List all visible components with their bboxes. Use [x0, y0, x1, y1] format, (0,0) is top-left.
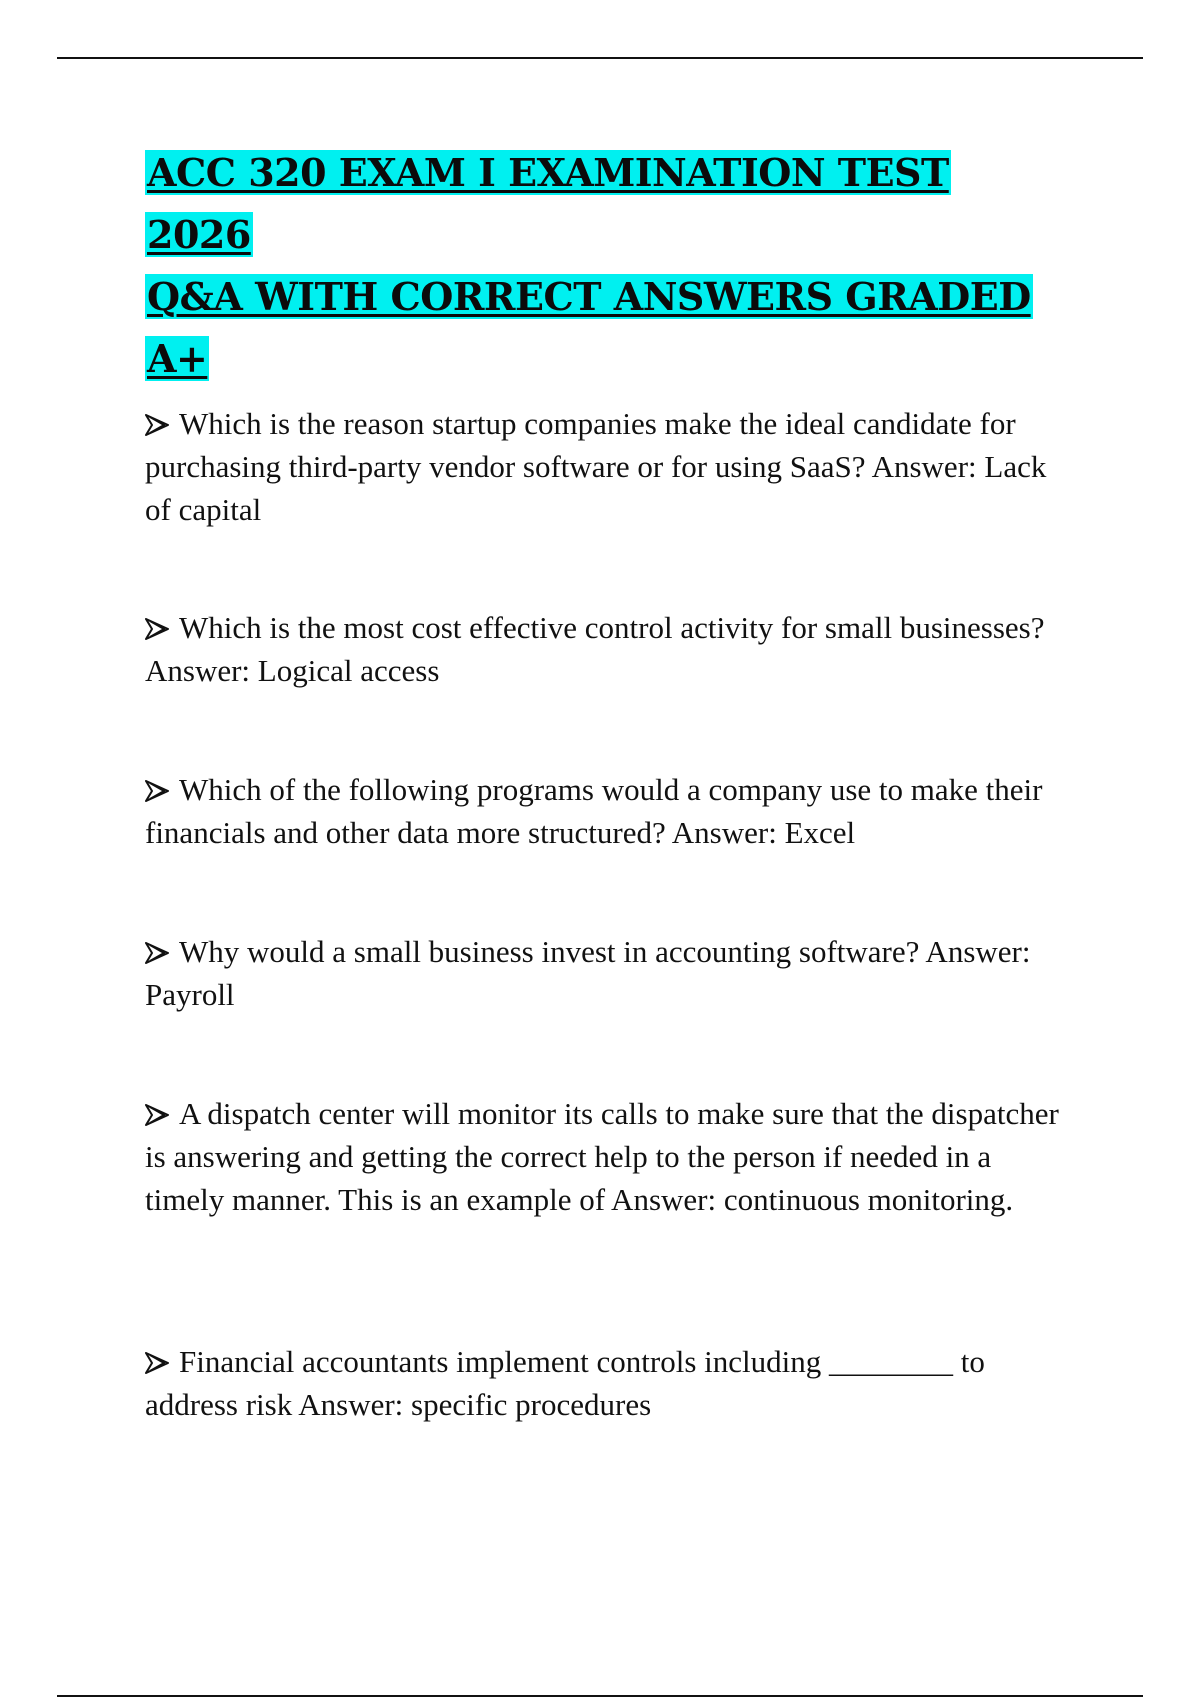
arrowhead-bullet-icon — [145, 942, 169, 964]
qa-item-text: Financial accountants implement controls including ________ to address risk Answer: specific procedures — [145, 1344, 985, 1422]
arrowhead-bullet-icon — [145, 414, 169, 436]
qa-item-6 — [145, 1340, 1065, 1426]
top-rule — [57, 57, 1143, 59]
qa-item-1 — [145, 402, 1065, 531]
arrowhead-bullet-icon — [145, 1104, 169, 1126]
qa-item-2 — [145, 606, 1065, 692]
qa-item-text: A dispatch center will monitor its calls to make sure that the dispatcher is answering and getting the correct help to the person if needed in a timely manner. This is an example of Answer: continuous monitoring. — [145, 1096, 1059, 1217]
arrowhead-bullet-icon — [145, 1352, 169, 1374]
arrowhead-bullet-icon — [145, 780, 169, 802]
arrowhead-bullet-icon — [145, 618, 169, 640]
qa-item-5 — [145, 1092, 1065, 1221]
qa-item-text: Which of the following programs would a company use to make their financials and other data more structured? Answer: Excel — [145, 772, 1043, 850]
title-line-1: ACC 320 EXAM I EXAMINATION TEST 2026 — [147, 150, 949, 257]
title-line-2: Q&A WITH CORRECT ANSWERS GRADED A+ — [147, 274, 1031, 381]
qa-item-text: Which is the reason startup companies make the ideal candidate for purchasing third-party vendor software or for using SaaS? Answer: Lack of capital — [145, 406, 1047, 527]
qa-item-text: Why would a small business invest in accounting software? Answer: Payroll — [145, 934, 1031, 1012]
qa-item-3 — [145, 768, 1065, 854]
qa-item-text: Which is the most cost effective control activity for small businesses? Answer: Logical access — [145, 610, 1045, 688]
document-title — [145, 142, 1065, 390]
qa-item-4 — [145, 930, 1065, 1016]
bottom-rule — [57, 1695, 1143, 1697]
